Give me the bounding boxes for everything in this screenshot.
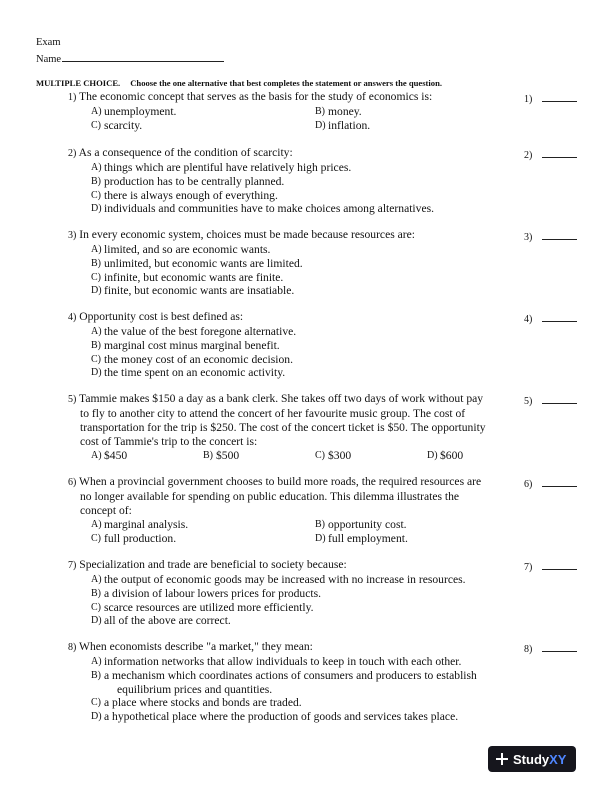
- question-5: 5) Tammie makes $150 a day as a bank clerk. She takes off two days of work without pay to fly to another city to attend the concert of her favourite music group. The cost of transportation for the trip is $250. The cost of the concert ticket is $50. The opportunity cost of Tammie's trip to the concert is: A) $450 B) $500 C) $300 D) $600: [68, 392, 508, 463]
- option-b[interactable]: B) opportunity cost.: [315, 518, 407, 531]
- question-7: 7) Specialization and trade are beneficial to society because: A) the output of economic goods may be increased with no increase in resources. B) a division of labour lowers prices for products. C) scarce resources are utilized more efficiently. D) all of the above are correct.: [68, 558, 508, 628]
- option-d[interactable]: D) a hypothetical place where the production of goods and services takes place.: [91, 710, 459, 724]
- option-d[interactable]: D) inflation.: [315, 118, 371, 132]
- option-b[interactable]: B) production has to be centrally planned.: [91, 174, 285, 188]
- answer-blank-4[interactable]: 4): [524, 313, 577, 325]
- option-c[interactable]: C) scarce resources are utilized more efficiently.: [91, 600, 314, 614]
- name-blank-line[interactable]: [62, 52, 224, 62]
- question-2: 2) As a consequence of the condition of scarcity: A) things which are plentiful have relatively high prices. B) production has to be centrally planned. C) there is always enough of everything. D) individuals and communities have to make choices among alternatives.: [68, 146, 508, 216]
- question-3: 3) In every economic system, choices must be made because resources are: A) limited, and so are economic wants. B) unlimited, but economic wants are limited. C) infinite, but economic wants are finite. D) finite, but economic wants are insatiable.: [68, 228, 508, 298]
- option-c[interactable]: C) $300: [315, 449, 352, 462]
- question-8: 8) When economists describe "a market," they mean: A) information networks that allow individuals to keep in touch with each other. B) a mechanism which coordinates actions of consumers and producers to establish equilibrium prices and quantities. C) a place where stocks and bonds are traded. D) a hypothetical place where the production of goods and services takes place.: [68, 640, 508, 724]
- option-a[interactable]: A) unemployment.: [91, 105, 177, 118]
- option-c[interactable]: C) a place where stocks and bonds are traded.: [91, 696, 302, 710]
- option-a[interactable]: A) $450: [91, 449, 128, 462]
- option-b[interactable]: B) $500: [203, 449, 240, 462]
- exam-label: Exam: [36, 37, 61, 48]
- question-stem: The economic concept that serves as the basis for the study of economics is:: [79, 90, 433, 103]
- option-d[interactable]: D) $600: [427, 449, 464, 462]
- option-d[interactable]: D) finite, but economic wants are insatiable.: [91, 284, 295, 298]
- option-c[interactable]: C) scarcity.: [91, 118, 143, 132]
- answer-blank-3[interactable]: 3): [524, 231, 577, 243]
- option-b[interactable]: B) a division of labour lowers prices for products.: [91, 586, 322, 600]
- answer-blank-5[interactable]: 5): [524, 395, 577, 407]
- option-a[interactable]: A) the value of the best foregone alternative.: [91, 325, 297, 338]
- option-c[interactable]: C) there is always enough of everything.: [91, 188, 278, 202]
- logo-text-main: Study: [513, 751, 550, 767]
- option-d[interactable]: D) full employment.: [315, 531, 408, 545]
- option-b[interactable]: B) a mechanism which coordinates actions of consumers and producers to establish equilibrium prices and quantities.: [91, 668, 477, 696]
- option-b[interactable]: B) marginal cost minus marginal benefit.: [91, 338, 280, 352]
- answer-blank-1[interactable]: 1): [524, 93, 577, 105]
- question-4: 4) Opportunity cost is best defined as: A) the value of the best foregone alternative. B) marginal cost minus marginal benefit. C) the money cost of an economic decision. D) the time spent on an economic activity.: [68, 310, 508, 380]
- instructions-heading: MULTIPLE CHOICE.: [36, 78, 121, 88]
- answer-blank-8[interactable]: 8): [524, 643, 577, 655]
- instructions: [36, 78, 596, 88]
- option-d[interactable]: D) the time spent on an economic activity.: [91, 366, 286, 380]
- logo-text-accent: XY: [549, 751, 567, 767]
- name-field: [36, 52, 224, 65]
- answer-blank-7[interactable]: 7): [524, 561, 577, 573]
- option-a[interactable]: A) marginal analysis.: [91, 518, 189, 531]
- name-label: Name: [36, 54, 62, 65]
- option-d[interactable]: D) all of the above are correct.: [91, 614, 231, 628]
- option-b[interactable]: B) unlimited, but economic wants are limited.: [91, 256, 303, 270]
- question-6: 6) When a provincial government chooses to build more roads, the required resources are no longer available for spending on public education. This dilemma illustrates the concept of: A) marginal analysis. B) opportunity cost. C) full production. D) full employment.: [68, 475, 508, 546]
- question-1: [68, 90, 508, 133]
- answer-blank-2[interactable]: 2): [524, 149, 577, 161]
- option-c[interactable]: C) infinite, but economic wants are finite.: [91, 270, 284, 284]
- option-b[interactable]: B) money.: [315, 105, 362, 118]
- instructions-text: Choose the one alternative that best completes the statement or answers the question.: [130, 78, 443, 88]
- question-number: 1): [68, 92, 77, 103]
- option-c[interactable]: C) full production.: [91, 531, 177, 545]
- option-a[interactable]: A) information networks that allow individuals to keep in touch with each other.: [91, 655, 462, 668]
- option-d[interactable]: D) individuals and communities have to make choices among alternatives.: [91, 202, 435, 216]
- option-c[interactable]: C) the money cost of an economic decision.: [91, 352, 293, 366]
- plus-icon: [496, 753, 508, 765]
- option-a[interactable]: A) limited, and so are economic wants.: [91, 243, 271, 256]
- studyxy-logo: [488, 746, 576, 772]
- option-a[interactable]: A) things which are plentiful have relatively high prices.: [91, 161, 352, 174]
- answer-blank-6[interactable]: 6): [524, 478, 577, 490]
- option-a[interactable]: A) the output of economic goods may be increased with no increase in resources.: [91, 573, 466, 586]
